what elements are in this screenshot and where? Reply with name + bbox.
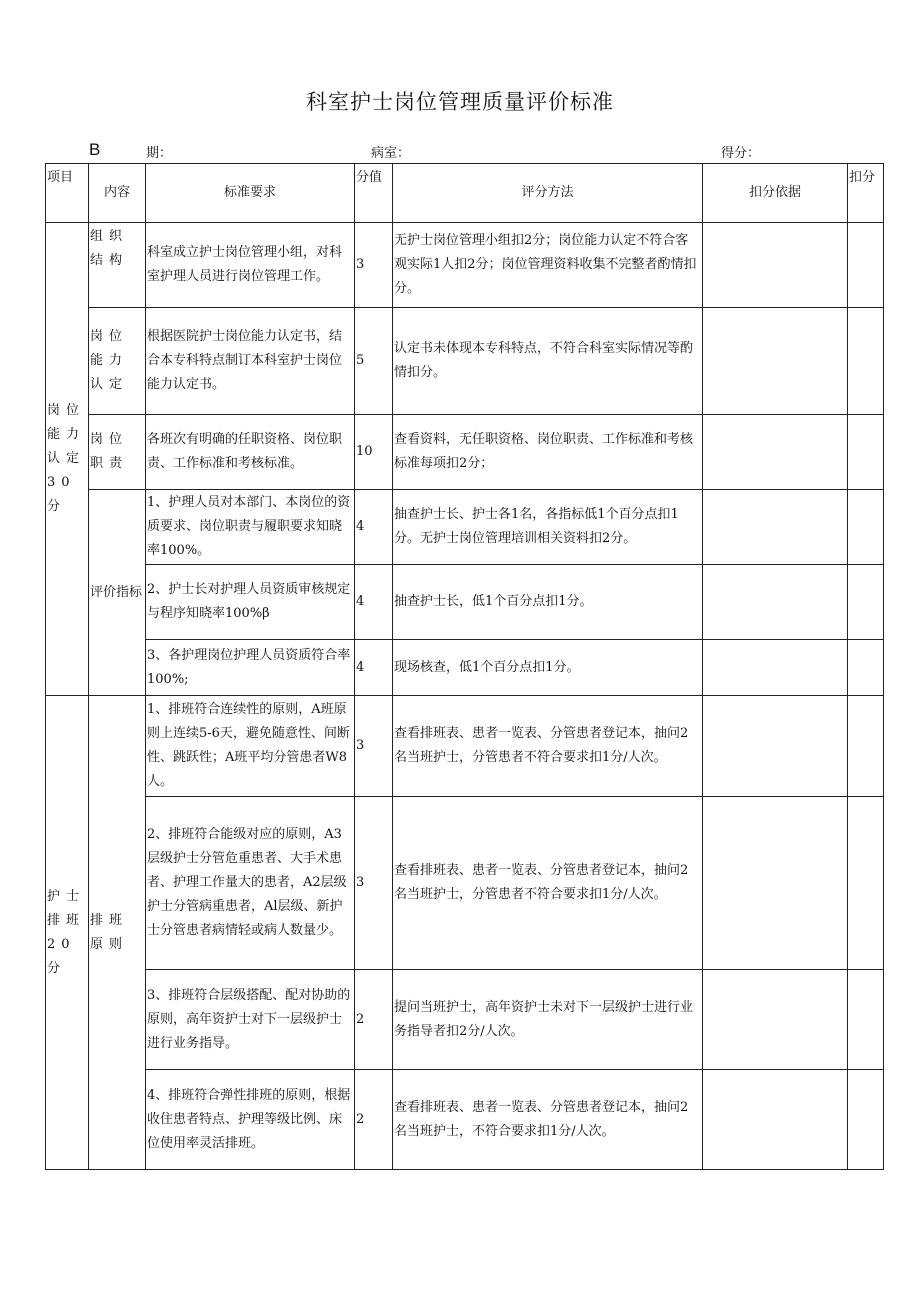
row-points: 4 [355,565,393,640]
header-content: 内容 [89,164,146,223]
row-standard: 1、护理人员对本部门、本岗位的资质要求、岗位职责与履职要求知晓率100%。 [146,490,355,565]
row-method: 抽查护士长、护士各1名，各指标低1个百分点扣1分。无护士岗位管理培训相关资料扣2分。 [393,490,703,565]
row-content: 岗位能力认定 [89,308,146,415]
row-points: 4 [355,490,393,565]
row-points: 3 [355,696,393,797]
table-row [46,308,884,415]
row-method: 现场核查，低1个百分点扣1分。 [393,640,703,696]
row-basis-cell[interactable] [703,565,848,640]
row-content: 岗位职责 [89,415,146,490]
row-points: 2 [355,1070,393,1170]
row-points: 3 [355,223,393,308]
row-method: 提问当班护士，高年资护士未对下一层级护士进行业务指导者扣2分/人次。 [393,970,703,1070]
header-deduct: 扣分 [848,164,884,223]
header-basis: 扣分依据 [703,164,848,223]
row-method: 查看排班表、患者一览表、分管患者登记本，抽问2名当班护士，分管患者不符合要求扣1分/人次。 [393,797,703,970]
row-content: 排班原则 [89,696,146,1170]
row-method: 查看排班表、患者一览表、分管患者登记本，抽问2名当班护士，不符合要求扣1分/人次。 [393,1070,703,1170]
date-label: 期： [146,146,173,161]
row-points: 3 [355,797,393,970]
table-row [46,1070,884,1170]
row-deduct-cell[interactable] [848,640,884,696]
row-standard: 4、排班符合弹性排班的原则，根据收住患者特点、护理等级比例、床位使用率灵活排班。 [146,1070,355,1170]
row-points: 4 [355,640,393,696]
row-points: 10 [355,415,393,490]
row-method: 认定书未体现本专科特点，不符合科室实际情况等酌情扣分。 [393,308,703,415]
row-method: 无护士岗位管理小组扣2分；岗位能力认定不符合客观实际1人扣2分；岗位管理资料收集不完整者酌情扣分。 [393,223,703,308]
table-row [46,415,884,490]
row-method: 查看排班表、患者一览表、分管患者登记本，抽问2名当班护士，分管患者不符合要求扣1分/人次。 [393,696,703,797]
row-method: 查看资料，无任职资格、岗位职责、工作标准和考核标准每项扣2分； [393,415,703,490]
table-row [46,696,884,797]
row-deduct-cell[interactable] [848,970,884,1070]
row-deduct-cell[interactable] [848,696,884,797]
row-basis-cell[interactable] [703,696,848,797]
row-deduct-cell[interactable] [848,797,884,970]
row-points: 5 [355,308,393,415]
score-label: 得分： [721,146,761,161]
table-row [46,565,884,640]
row-standard: 各班次有明确的任职资格、岗位职责、工作标准和考核标准。 [146,415,355,490]
row-content: 评价指标 [89,490,146,696]
row-basis-cell[interactable] [703,970,848,1070]
section-name: 护士排班20分 [46,696,89,1170]
row-deduct-cell[interactable] [848,308,884,415]
row-basis-cell[interactable] [703,223,848,308]
row-deduct-cell[interactable] [848,565,884,640]
row-content: 组织结构 [89,223,146,308]
row-basis-cell[interactable] [703,1070,848,1170]
b-mark: B [89,140,101,159]
row-deduct-cell[interactable] [848,490,884,565]
row-standard: 科室成立护士岗位管理小组，对科室护理人员进行岗位管理工作。 [146,223,355,308]
table-row [46,797,884,970]
ward-label: 病室： [371,146,411,161]
row-deduct-cell[interactable] [848,223,884,308]
row-basis-cell[interactable] [703,797,848,970]
page-title: 科室护士岗位管理质量评价标准 [306,90,614,114]
row-deduct-cell[interactable] [848,1070,884,1170]
row-standard: 1、排班符合连续性的原则，A班原则上连续5-6天，避免随意性、间断性、跳跃性；A班平均分管患者W8人。 [146,696,355,797]
row-standard: 3、各护理岗位护理人员资质符合率100%; [146,640,355,696]
header-points: 分值 [355,164,393,223]
row-basis-cell[interactable] [703,640,848,696]
table-row [46,223,884,308]
table-header-row [46,164,884,223]
row-basis-cell[interactable] [703,490,848,565]
table-row [46,970,884,1070]
row-basis-cell[interactable] [703,415,848,490]
row-method: 抽查护士长，低1个百分点扣1分。 [393,565,703,640]
evaluation-table [45,163,884,1170]
header-method: 评分方法 [393,164,703,223]
row-basis-cell[interactable] [703,308,848,415]
row-standard: 2、护士长对护理人员资质审核规定与程序知晓率100%β [146,565,355,640]
row-standard: 根据医院护士岗位能力认定书，结合本专科特点制订本科室护士岗位能力认定书。 [146,308,355,415]
header-standard: 标准要求 [146,164,355,223]
row-standard: 3、排班符合层级搭配、配对协助的原则，高年资护士对下一层级护士进行业务指导。 [146,970,355,1070]
table-row [46,490,884,565]
row-deduct-cell[interactable] [848,415,884,490]
row-standard: 2、排班符合能级对应的原则，A3层级护士分管危重患者、大手术患者、护理工作量大的患者，A2层级护士分管病重患者，Al层级、新护士分管患者病情轻或病人数量少。 [146,797,355,970]
table-row [46,640,884,696]
section-name: 岗位能力认定30分 [46,223,89,696]
row-points: 2 [355,970,393,1070]
header-item: 项目 [46,164,89,223]
